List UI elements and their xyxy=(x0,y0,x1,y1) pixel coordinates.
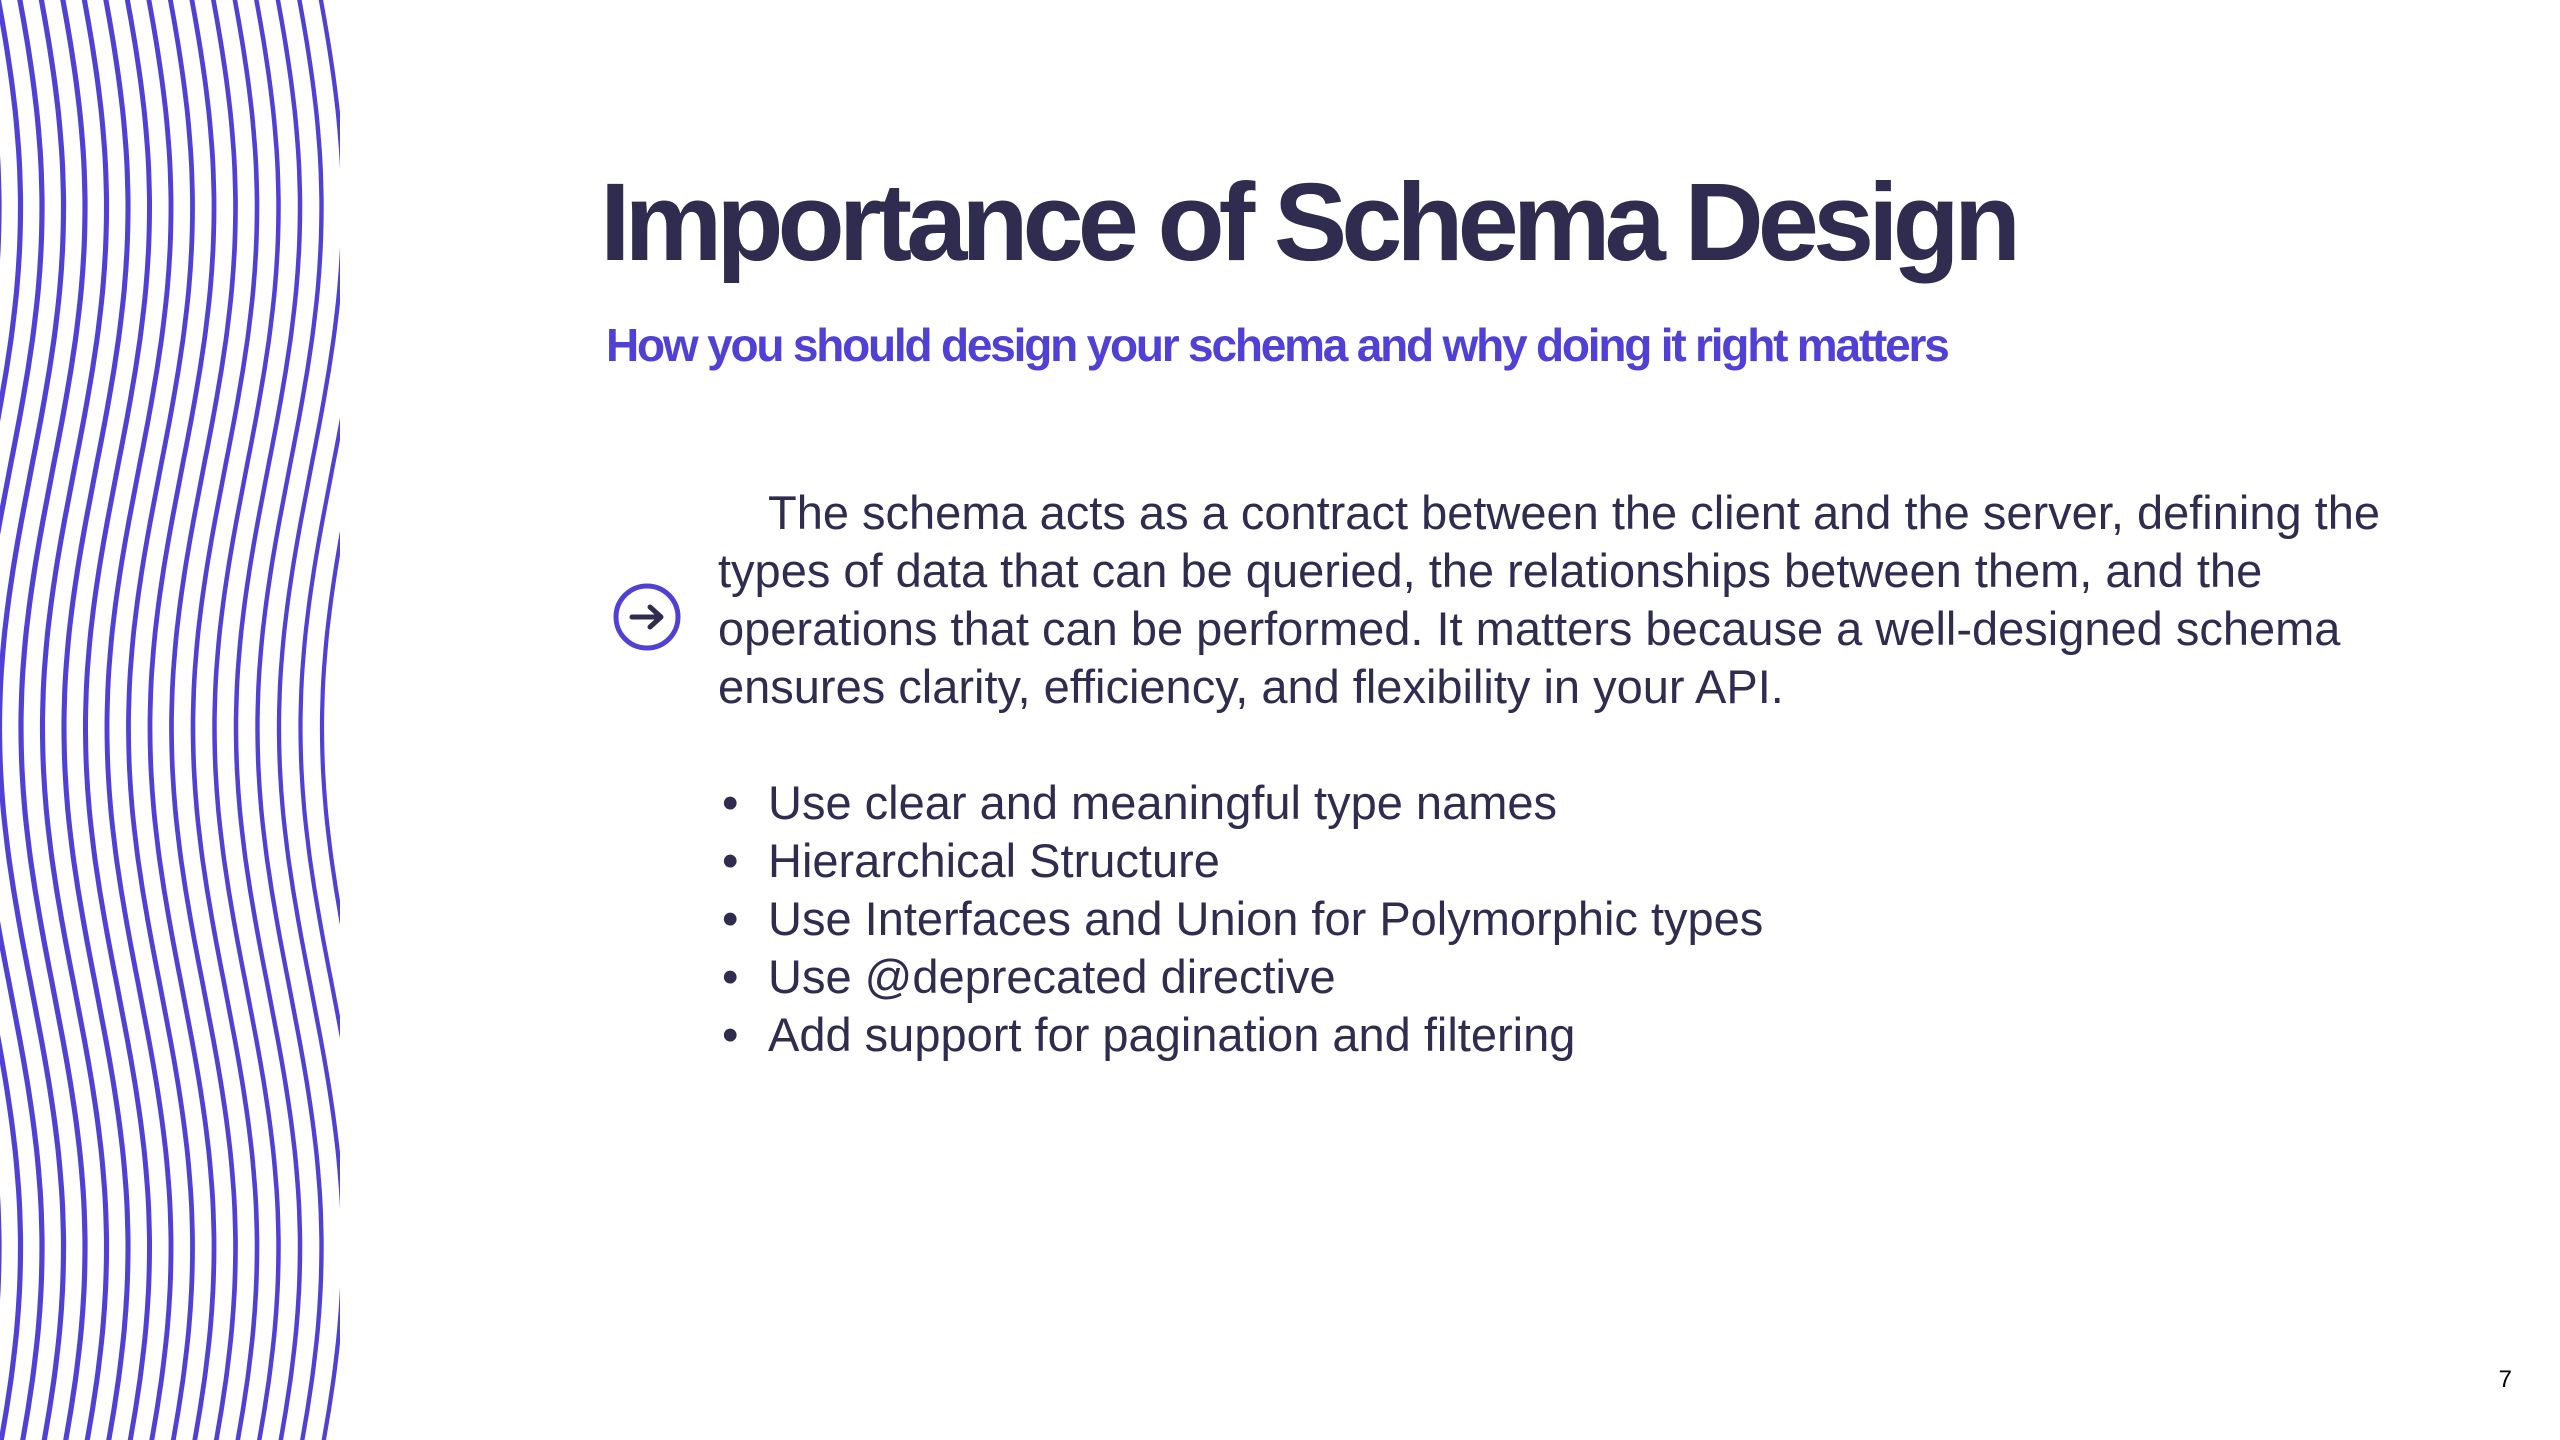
wave-line xyxy=(21,0,85,1440)
bullet-icon: • xyxy=(722,834,739,887)
wave-line xyxy=(215,0,279,1440)
list-item-text: Use Interfaces and Union for Polymorphic types xyxy=(768,892,1764,945)
wave-line xyxy=(0,0,21,1440)
list-item xyxy=(718,774,2420,832)
best-practices-list xyxy=(718,774,2420,1064)
bullet-icon: • xyxy=(722,892,739,945)
wave-line xyxy=(172,0,236,1440)
decorative-wave-panel xyxy=(0,0,340,1440)
wave-line xyxy=(0,0,64,1440)
wave-line xyxy=(236,0,300,1440)
wave-line xyxy=(64,0,128,1440)
wave-line xyxy=(150,0,214,1440)
list-item-text: Hierarchical Structure xyxy=(768,834,1220,887)
list-item xyxy=(718,832,2420,890)
slide-title: Importance of Schema Design xyxy=(600,161,2016,284)
wave-line xyxy=(279,0,340,1440)
page-number: 7 xyxy=(2498,1366,2512,1393)
circle-arrow-right-icon xyxy=(612,582,682,652)
wave-line xyxy=(258,0,322,1440)
bullet-icon: • xyxy=(722,1008,739,1061)
slide-content xyxy=(600,484,2420,1064)
wave-line xyxy=(193,0,257,1440)
wave-line xyxy=(129,0,193,1440)
bullet-icon: • xyxy=(722,776,739,829)
wave-line xyxy=(322,0,340,1440)
wave-line xyxy=(107,0,171,1440)
bullet-icon: • xyxy=(722,950,739,1003)
list-item-text: Add support for pagination and filtering xyxy=(768,1008,1576,1061)
wave-line xyxy=(43,0,107,1440)
list-item xyxy=(718,948,2420,1006)
list-item xyxy=(718,890,2420,948)
list-item-text: Use clear and meaningful type names xyxy=(768,776,1557,829)
schema-description: The schema acts as a contract between the client and the server, defining the types of data that can be queried, the relationships between them, and the operations that can be performed. It matters because a well-designed schema ensures clarity, efficiency, and flexibility in your API. xyxy=(718,486,2380,713)
wave-line xyxy=(86,0,150,1440)
list-item xyxy=(718,1006,2420,1064)
list-item-text: Use @deprecated directive xyxy=(768,950,1336,1003)
slide-subtitle: How you should design your schema and why doing it right matters xyxy=(606,319,1948,371)
wave-lines-pattern xyxy=(0,0,340,1440)
